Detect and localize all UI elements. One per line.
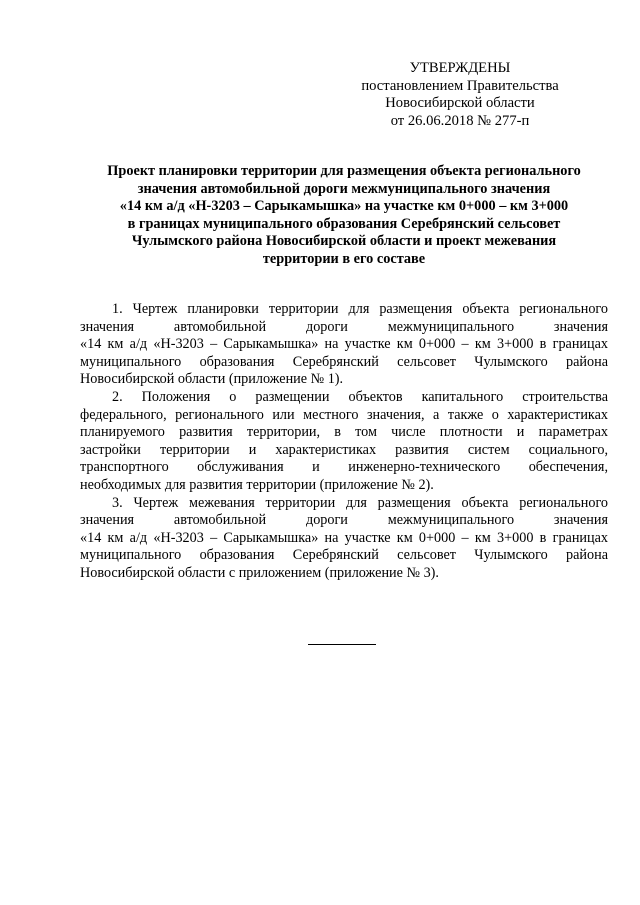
paragraph-line: «14 км а/д «Н-3203 – Сарыкамышка» на участке км 0+000 – км 3+000 в границах: [80, 336, 608, 353]
paragraph-line: муниципального образования Серебрянский сельсовет Чулымского района: [80, 547, 608, 564]
title-line: в границах муниципального образования Серебрянский сельсовет: [127, 215, 561, 232]
document-body: [80, 301, 608, 583]
approval-heading: УТВЕРЖДЕНЫ: [409, 60, 511, 76]
title-line: Чулымского района Новосибирской области и проект межевания: [131, 233, 557, 250]
closing-separator-line: [308, 644, 376, 645]
paragraph-line: Новосибирской области с приложением (приложение № 3).: [80, 564, 439, 581]
approval-line-region: Новосибирской области: [385, 95, 535, 111]
title-line: «14 км а/д «Н-3203 – Сарыкамышка» на участке км 0+000 – км 3+000: [119, 198, 569, 215]
paragraph-line: Новосибирской области (приложение № 1).: [80, 371, 344, 388]
paragraph-line: застройки территории и характеристиках развития систем социального,: [80, 441, 608, 458]
paragraph-line: планируемого развития территории, в том числе плотности и параметрах: [80, 424, 608, 441]
approval-stamp: [340, 60, 580, 130]
paragraph-line: федерального, регионального или местного значения, а также о характеристиках: [80, 406, 608, 423]
paragraph-line: значения автомобильной дороги межмуниципального значения: [80, 318, 608, 335]
paragraph-line: транспортного обслуживания и инженерно-технического обеспечения,: [80, 459, 608, 476]
paragraph-line: 1. Чертеж планировки территории для размещения объекта регионального: [112, 301, 608, 317]
title-line: значения автомобильной дороги межмуниципального значения: [137, 180, 551, 197]
paragraph-3: [80, 495, 608, 583]
paragraph-line: «14 км а/д «Н-3203 – Сарыкамышка» на участке км 0+000 – км 3+000 в границах: [80, 529, 608, 546]
approval-line-date-number: от 26.06.2018 № 277-п: [390, 112, 530, 129]
paragraph-line: значения автомобильной дороги межмуниципального значения: [80, 512, 608, 529]
paragraph-line: 3. Чертеж межевания территории для размещения объекта регионального: [112, 494, 608, 511]
paragraph-2: [80, 389, 608, 495]
paragraph-1: [80, 301, 608, 389]
paragraph-line: необходимых для развития территории (приложение № 2).: [80, 476, 434, 493]
title-line: территории в его составе: [262, 250, 426, 267]
title-line: Проект планировки территории для размещения объекта регионального: [107, 163, 581, 179]
approval-line-resolution: постановлением Правительства: [361, 77, 559, 94]
document-title: [80, 163, 608, 269]
paragraph-line: 2. Положения о размещении объектов капитального строительства: [112, 388, 608, 405]
paragraph-line: муниципального образования Серебрянский сельсовет Чулымского района: [80, 353, 608, 370]
